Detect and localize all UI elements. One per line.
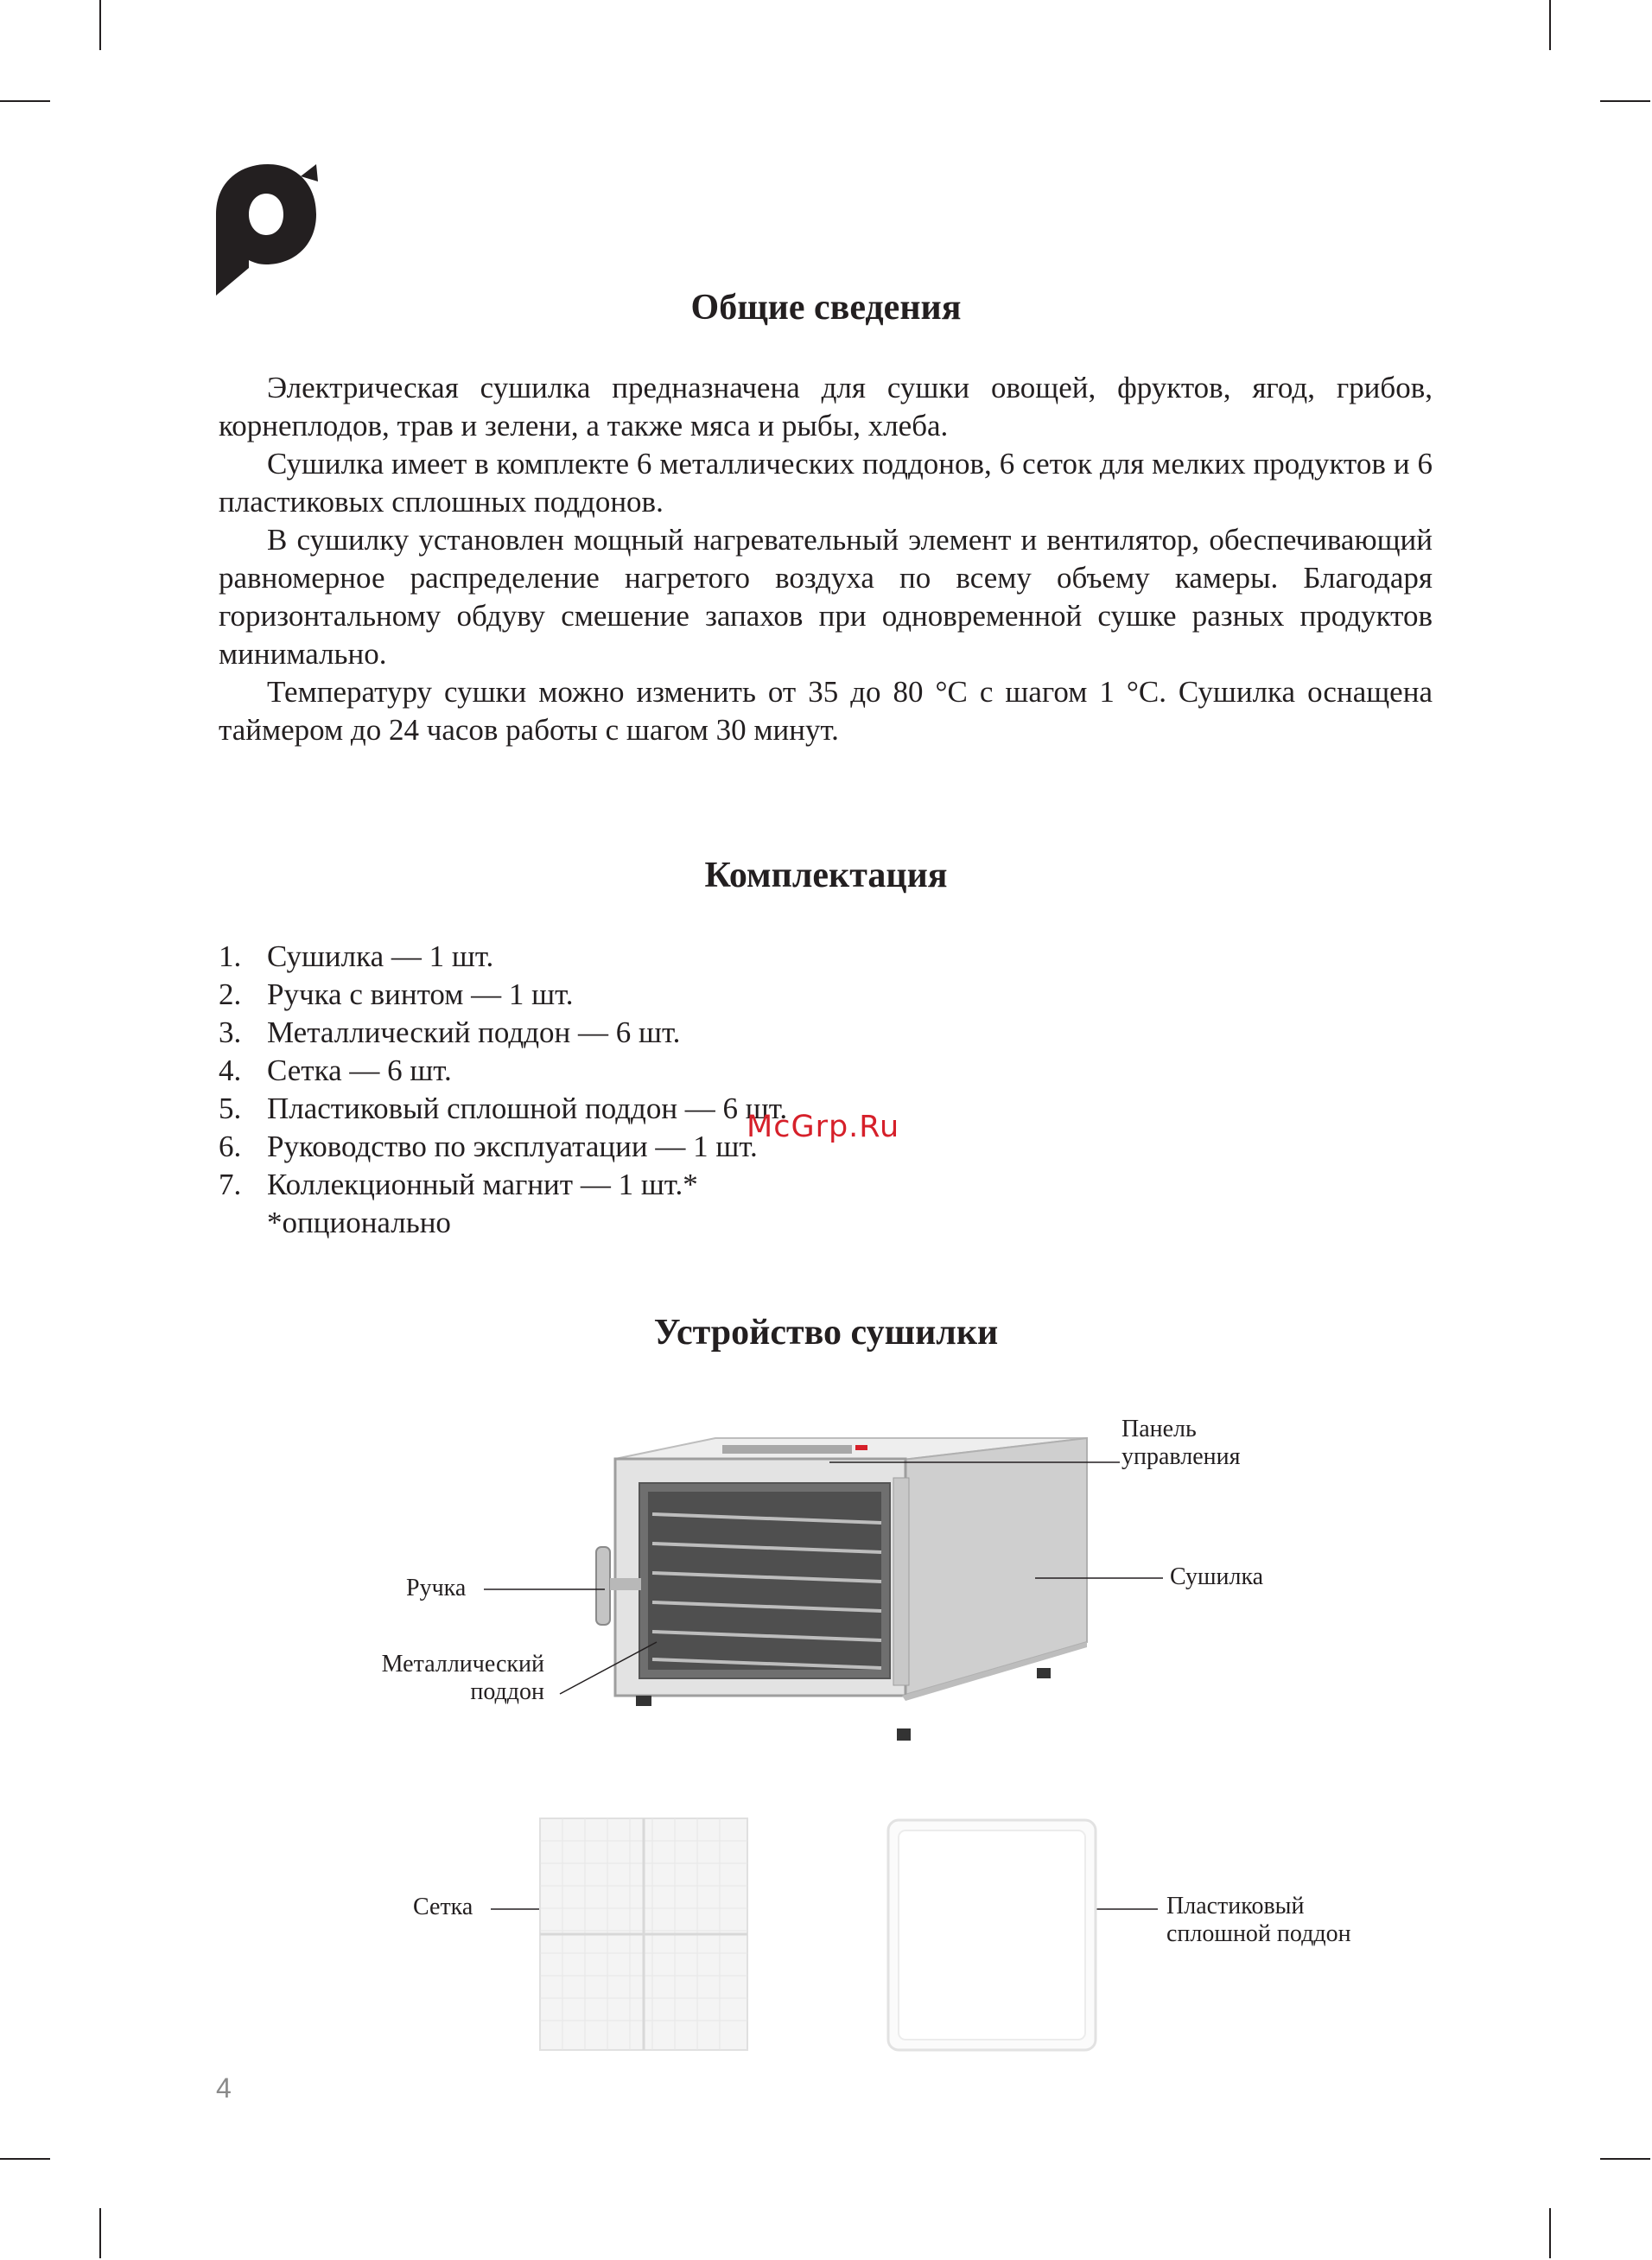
label-mesh: Сетка: [413, 1894, 473, 1920]
contents-list: [219, 938, 1169, 1204]
label-dryer: Сушилка: [1170, 1563, 1264, 1590]
crop-mark: [1600, 2158, 1650, 2160]
list-item: 4. Сетка — 6 шт.: [219, 1054, 452, 1087]
section-title-general: Общие сведения: [690, 288, 962, 328]
optional-note: *опционально: [267, 1206, 451, 1239]
list-item: 6. Руководство по эксплуатации — 1 шт.: [219, 1130, 758, 1163]
mesh-tray: [540, 1818, 747, 2050]
list-item: 2. Ручка с винтом — 1 шт.: [219, 977, 574, 1011]
crop-mark: [99, 2208, 101, 2258]
crop-mark: [0, 100, 50, 102]
crop-mark: [99, 0, 101, 50]
paragraph: Температуру сушки можно изменить от 35 до 80 °С с шагом 1 °С. Сушилка оснащена таймером до 24 часов работы с шагом 30 минут.: [219, 675, 1433, 747]
paragraph: Сушилка имеет в комплекте 6 металлических поддонов, 6 сеток для мелких продуктов и 6 пластиковых сплошных поддонов.: [219, 447, 1433, 519]
list-item: 1. Сушилка — 1 шт.: [219, 939, 494, 973]
label-control-panel: Панель управления: [1121, 1416, 1241, 1470]
label-plastic-tray: Пластиковый сплошной поддон: [1166, 1893, 1351, 1947]
section-title-contents: Комплектация: [704, 856, 948, 895]
general-text: [219, 369, 1433, 749]
paragraph: Электрическая сушилка предназначена для сушки овощей, фруктов, ягод, грибов, корнеплодов, трав и зелени, а также мяса и рыбы, хлеба.: [219, 371, 1433, 442]
label-metal-tray: Металлический поддон: [381, 1651, 544, 1705]
list-item: 5. Пластиковый сплошной поддон — 6 шт.: [219, 1092, 788, 1125]
crop-mark: [0, 2158, 50, 2160]
plastic-tray: [888, 1820, 1096, 2050]
dryer-body: [596, 1438, 1087, 1741]
section-title-device: Устройство сушилки: [653, 1313, 999, 1353]
crop-mark: [1549, 0, 1551, 50]
paragraph: В сушилку установлен мощный нагревательный элемент и вентилятор, обеспечивающий равномерное распределение нагретого воздуха по всему объему камеры. Благодаря горизонтальному обдуву смешение запахов при одновременной сушке разных продуктов минимально.: [219, 523, 1433, 671]
brand-logo-icon: [214, 164, 318, 296]
list-item: 3. Металлический поддон — 6 шт.: [219, 1015, 681, 1049]
page-number: 4: [216, 2072, 232, 2104]
watermark: McGrp.Ru: [747, 1110, 900, 1144]
label-handle: Ручка: [406, 1575, 467, 1601]
crop-mark: [1600, 100, 1650, 102]
list-item: 7. Коллекционный магнит — 1 шт.*: [219, 1168, 698, 1201]
crop-mark: [1549, 2208, 1551, 2258]
